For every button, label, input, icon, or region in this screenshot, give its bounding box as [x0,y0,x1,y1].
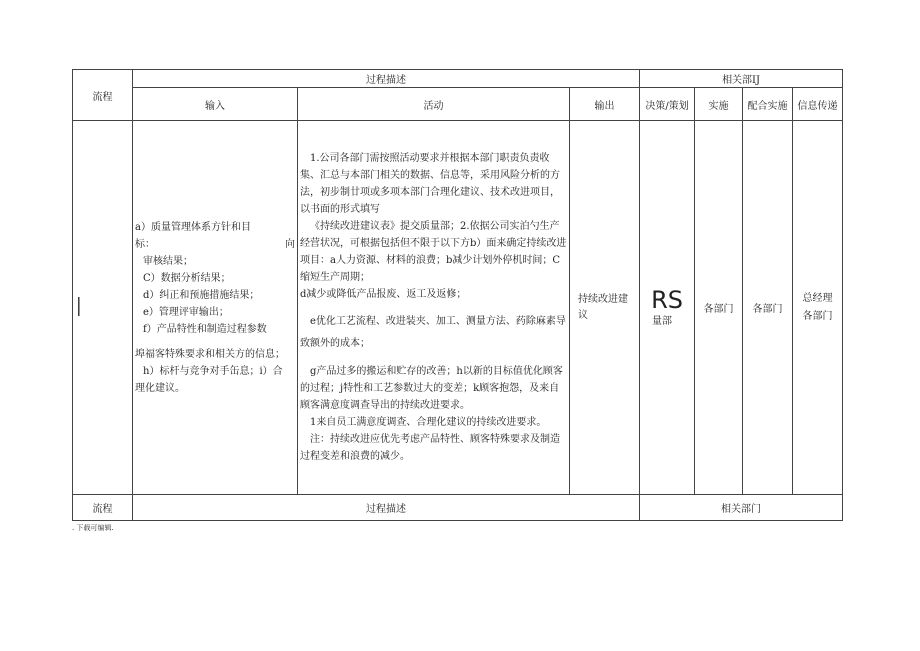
activity-paragraph: d减少或降低产品报废、返工及返修； [300,289,467,300]
header-decide-plan: 决策/策划 [640,88,695,121]
decide-big-text: RS [651,286,683,314]
input-line: h）标杆与竞争对手缶息；i）合 [143,365,283,377]
input-line: 埠福客特殊要求和相关方的信息； [135,348,285,360]
activity-paragraph: g产品过多的搬运和贮存的改善；h以新的目标值优化顾客的过程；j特性和工艺参数过大的变差；k顾客抱怨，及来自顾客满意度调查导出的持续改进要求。 [300,366,563,411]
header-implement: 实施 [695,88,743,121]
footer-process-desc: 过程描述 [133,495,640,521]
activity-paragraph: e优化工艺流程、改进装夹、加工、测量方法、药除麻素导致额外的成本； [300,316,566,349]
input-line: 标： [135,238,155,250]
input-cell [133,121,298,495]
flow-mark: I [75,292,83,323]
input-line [135,236,295,253]
header-cooperate: 配合实施 [743,88,793,121]
footer-related-dept: 相关部门 [640,495,843,521]
input-line: 审核结果； [143,255,193,267]
input-line: 理化建议。 [135,382,185,394]
header-related-dept: 相关部IJ [640,70,843,88]
header-output: 输出 [570,88,640,121]
output-cell: 持续改进建议 [570,121,640,495]
input-line: f）产品特性和制造过程参数 [143,323,267,335]
input-line: e）管理评审输出； [143,306,229,318]
input-line: d）纠正和预施措施结果； [143,289,260,301]
input-line: a）质量管理体系方针和目 [135,221,251,233]
header-info-transfer: 信息传递 [793,88,843,121]
info-transfer-cell [793,121,843,495]
flow-cell [73,121,133,495]
implement-cell: 各部门 [695,121,743,495]
decide-cell [640,121,695,495]
activity-paragraph: 《持续改进建议表》提交质量部；2.依据公司实泊勺生产经营状况，可根据包括但不限于以下方b）面来确定持续改进项目：a人力资源、材料的浪费；b减少计划外停机时间；C缩短生产周期； [300,221,567,283]
input-line: C）数据分析结果； [143,272,231,284]
process-table [72,69,843,521]
footnote: . 下载可编辑. [72,524,114,532]
activity-paragraph: 1来自员工满意度调查、合理化建议的持续改进要求。 [310,417,547,428]
decide-small-text: 量部 [652,316,673,327]
footer-flow: 流程 [73,495,133,521]
activity-paragraph: 1.公司各部门需按照活动要求并根据本部门职责负责收集、汇总与本部门相关的数据、信息等，采用风险分析的方法，初步制廿项或多项本部门合理化建议、技术改进项目，以书面的形式填写 [300,153,560,215]
header-flow: 流程 [73,70,133,121]
activity-paragraph: 注：持续改进应优先考虑产品特性、顾客特殊要求及制造过程变差和浪费的减少。 [300,434,560,462]
header-process-desc: 过程描述 [133,70,640,88]
activity-cell [298,121,570,495]
info-transfer-line: 总经理 [802,292,833,304]
cooperate-cell: 各部门 [743,121,793,495]
header-activity: 活动 [298,88,570,121]
info-transfer-line: 各部门 [802,310,833,322]
header-input: 输入 [133,88,298,121]
input-line: 向 [285,238,295,250]
